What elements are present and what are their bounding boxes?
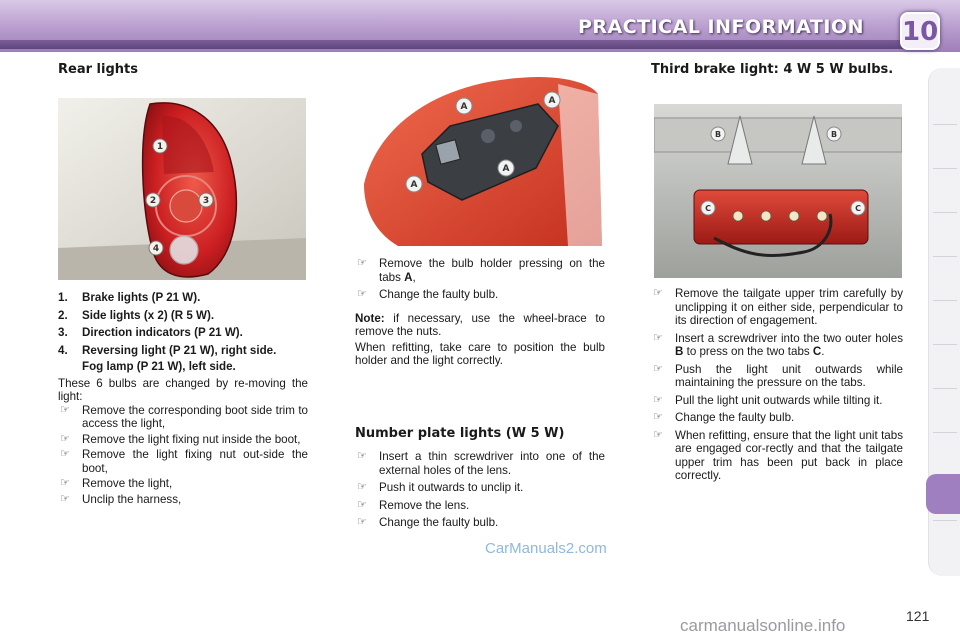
bullet-icon: ☞ (60, 403, 70, 416)
step-text: Remove the light fixing nut out-side the boot, (82, 448, 308, 475)
bullet-icon: ☞ (60, 432, 70, 445)
step-text: Insert a thin screwdriver into one of the external holes of the lens. (379, 450, 605, 477)
list-item (651, 287, 903, 328)
step-text: Remove the lens. (379, 498, 470, 512)
callout-4: 4 (152, 244, 160, 254)
bullet-icon: ☞ (357, 257, 367, 269)
list-item (651, 429, 903, 483)
step-text: to press on the two tabs (683, 345, 813, 358)
rear-lights-title: Rear lights (58, 62, 138, 77)
step-text: Push the light unit outwards while maintaining the pressure on the tabs. (675, 362, 903, 389)
step-text: Insert a screwdriver into the two outer holes (675, 331, 903, 345)
step-text: Remove the tailgate upper trim carefully by unclipping it on either side, perpendicular to its direction of engagement. (675, 287, 903, 327)
tab-label: C (812, 345, 822, 358)
callout-c: C (855, 204, 861, 213)
bullet-icon: ☞ (357, 450, 367, 462)
refit-text: When refitting, take care to position the bulb holder and the light correctly. (355, 340, 605, 367)
step-text: Remove the light, (82, 477, 173, 490)
bulb-holder-steps (355, 257, 605, 302)
tab-divider (933, 388, 957, 389)
step-text: , (412, 270, 416, 284)
tab-divider (933, 256, 957, 257)
watermark-carmanuals: CarManuals2.com (485, 540, 607, 557)
tab-divider (933, 124, 957, 125)
bullet-icon: ☞ (357, 481, 367, 493)
bullet-icon: ☞ (653, 428, 663, 441)
callout-2: 2 (149, 196, 157, 206)
item-number: 2. (58, 308, 68, 322)
item-number: 1. (58, 291, 68, 304)
bulb-holder-text (355, 257, 605, 368)
list-item (355, 481, 605, 495)
item-number: 3. (58, 326, 68, 339)
tab-divider (933, 432, 957, 433)
third-brake-light-text (651, 287, 903, 485)
list-item (58, 309, 308, 323)
callout-3: 3 (202, 196, 210, 206)
step-text: Remove the light fixing nut inside the boot, (82, 432, 301, 446)
tab-label: A (404, 270, 413, 284)
bullet-icon: ☞ (357, 516, 367, 528)
tab-divider (933, 520, 957, 521)
step-text: When refitting, ensure that the light unit tabs are engaged cor-rectly and that the tailgate upper trim has been put back in place correctly. (675, 428, 903, 482)
bullet-icon: ☞ (60, 477, 70, 489)
step-text: Change the faulty bulb. (675, 411, 795, 424)
rear-light-photo (58, 98, 306, 280)
step-text: Unclip the harness, (82, 492, 182, 506)
item-text: Brake lights (P 21 W). (82, 291, 201, 304)
chapter-number: 10 (902, 17, 939, 47)
tab-divider (933, 168, 957, 169)
callout-a: A (502, 164, 510, 174)
step-text: Change the faulty bulb. (379, 516, 499, 529)
bullet-icon: ☞ (653, 411, 663, 423)
list-item (58, 448, 308, 475)
note-label: Note: (355, 311, 385, 325)
third-brake-light-steps (651, 287, 903, 483)
page-number: 121 (906, 608, 930, 624)
rear-lights-text (58, 291, 308, 508)
list-item (651, 411, 903, 425)
callout-a: A (460, 102, 468, 112)
list-item (58, 344, 308, 358)
step-text: Remove the corresponding boot side trim to access the light, (82, 403, 308, 430)
list-item (58, 404, 308, 431)
list-item (355, 499, 605, 513)
intro-text: These 6 bulbs are changed by re-moving the light: (58, 376, 308, 403)
step-text: Pull the light unit outwards while tilting it. (675, 393, 883, 407)
number-plate-steps (355, 450, 605, 530)
list-item (651, 363, 903, 390)
bulb-holder-photo (358, 64, 604, 246)
bulb-list (58, 291, 308, 357)
active-chapter-tab[interactable] (926, 474, 960, 514)
fog-lamp-note: Fog lamp (P 21 W), left side. (82, 360, 236, 373)
callout-1: 1 (156, 142, 164, 152)
callout-a: A (548, 96, 556, 106)
third-brake-light-illustration (654, 104, 902, 278)
tab-divider (933, 344, 957, 345)
list-item (58, 326, 308, 340)
item-text: Direction indicators (P 21 W). (82, 326, 243, 339)
callout-c: C (705, 204, 711, 213)
note-text: if necessary, use the wheel-brace to remove the nuts. (355, 311, 605, 338)
header-band (0, 40, 905, 49)
number-plate-text (355, 450, 605, 532)
watermark-site: carmanualsonline.info (680, 616, 846, 635)
rear-light-illustration (58, 98, 306, 280)
item-text: Reversing light (P 21 W), right side. (82, 343, 277, 357)
tab-divider (933, 212, 957, 213)
list-item (651, 332, 903, 359)
chapter-badge (900, 12, 940, 50)
bullet-icon: ☞ (357, 288, 367, 300)
bullet-icon: ☞ (653, 331, 663, 344)
step-text: Remove the bulb holder pressing on the tabs (379, 257, 605, 284)
list-item (58, 433, 308, 447)
list-item (355, 257, 605, 284)
bullet-icon: ☞ (60, 492, 70, 505)
callout-b: B (714, 130, 722, 139)
bulb-holder-illustration (358, 64, 604, 246)
rear-steps (58, 404, 308, 507)
list-item (58, 291, 308, 305)
bullet-icon: ☞ (653, 362, 663, 375)
list-item (355, 450, 605, 477)
number-plate-title: Number plate lights (W 5 W) (355, 426, 565, 441)
bullet-icon: ☞ (357, 498, 367, 511)
list-item (355, 516, 605, 530)
callout-a: A (410, 180, 418, 190)
callout-b: B (830, 130, 838, 139)
bullet-icon: ☞ (653, 393, 663, 406)
tab-divider (933, 300, 957, 301)
list-item (58, 493, 308, 507)
step-text: Push it outwards to unclip it. (379, 481, 524, 494)
item-number: 4. (58, 343, 68, 357)
list-item (651, 394, 903, 408)
third-brake-light-photo (654, 104, 902, 278)
step-text: Change the faulty bulb. (379, 288, 499, 301)
hole-label: B (675, 345, 684, 358)
item-text: Side lights (x 2) (R 5 W). (82, 308, 215, 322)
note-paragraph (355, 312, 605, 339)
bullet-icon: ☞ (60, 448, 70, 460)
section-title: PRACTICAL INFORMATION (577, 16, 864, 38)
list-item (58, 477, 308, 491)
step-text: . (821, 345, 825, 358)
list-item (355, 288, 605, 302)
third-brake-light-title: Third brake light: 4 W 5 W bulbs. (651, 62, 894, 77)
bullet-icon: ☞ (653, 287, 663, 299)
